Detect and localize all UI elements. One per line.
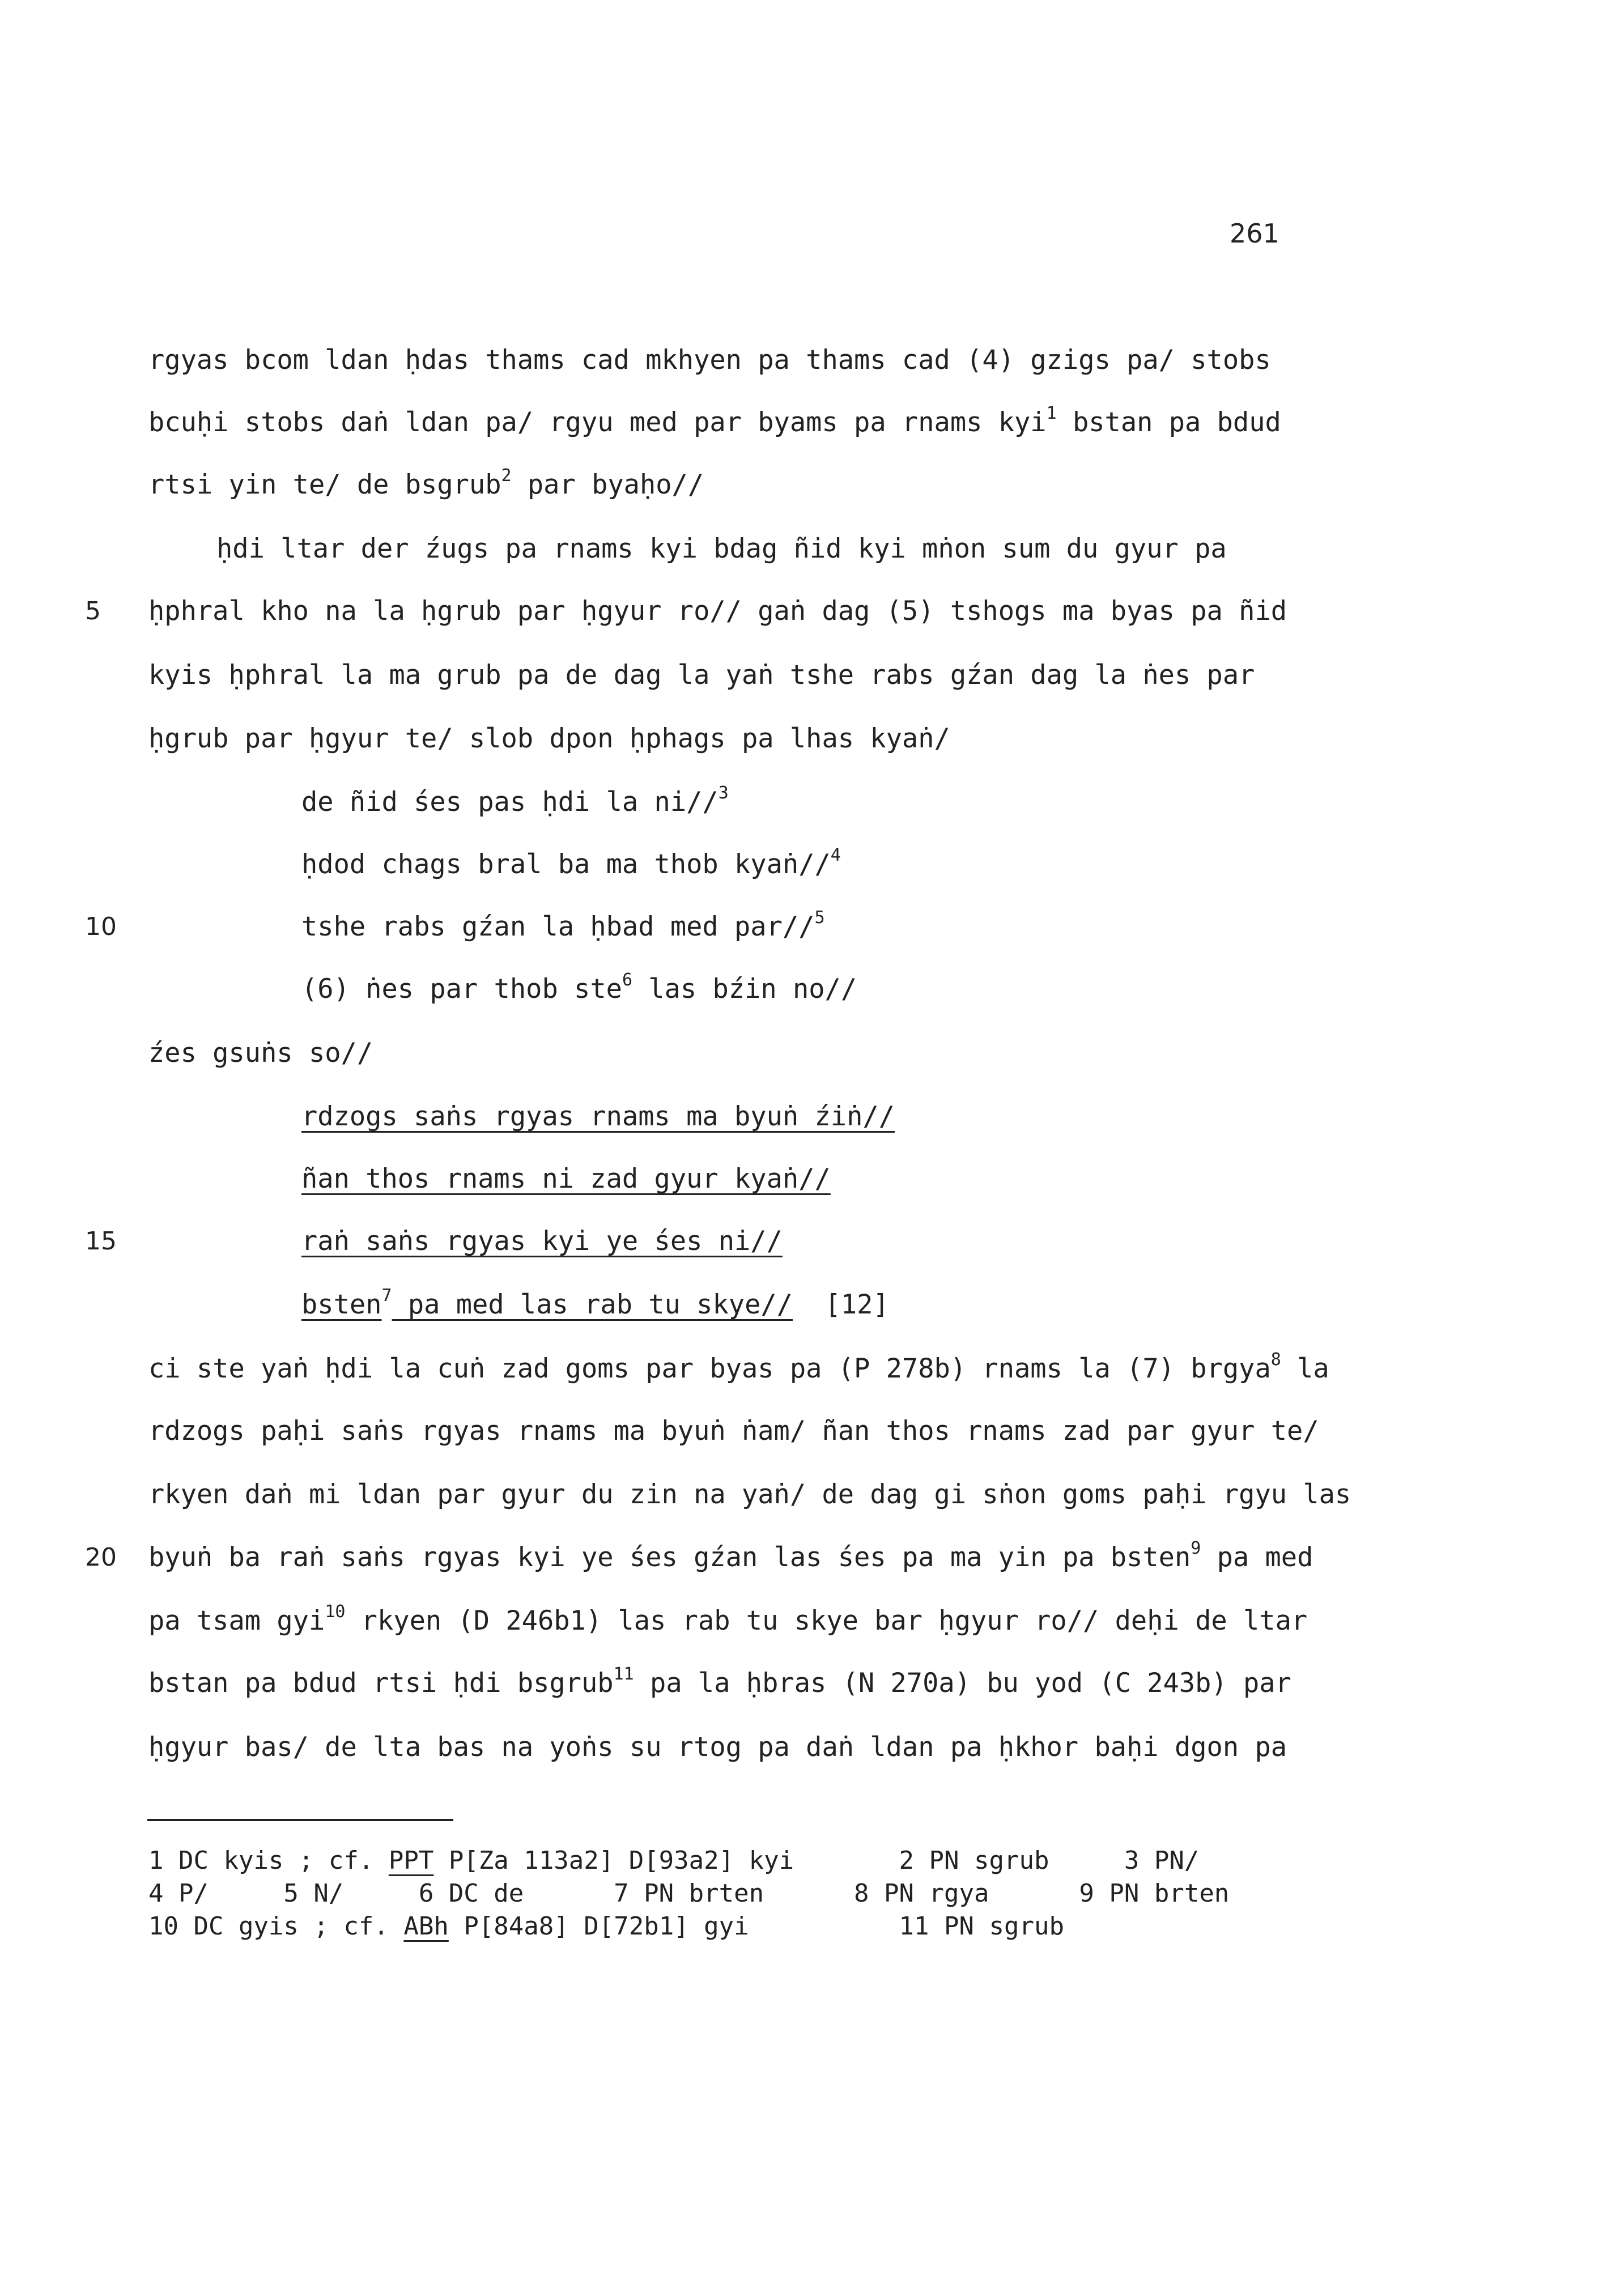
text-line-6: kyis ḥphral la ma grub pa de dag la yaṅ tshe rabs gźan dag la ṅes par <box>148 660 1255 691</box>
text-line-2: bcuḥi stobs daṅ ldan pa/ rgyu med par byams pa rnams kyi$^1$ bstan pa bdud <box>148 403 1281 438</box>
footnote-row-3: 10 DC gyis ; cf. ABh P[84a8] D[72b1] gyi 11 PN sgrub <box>148 1912 1064 1941</box>
text-line-19: rdzogs paḥi saṅs rgyas rnams ma byuṅ ṅam/ ñan thos rnams zad par gyur te/ <box>148 1415 1319 1447</box>
text-line-23: bstan pa bdud rtsi ḥdi bsgrub$^{11}$ pa la ḥbras (N 270a) bu yod (C 243b) par <box>148 1664 1291 1699</box>
footnote-ref: 10 <box>325 1602 346 1622</box>
text-line-18: ci ste yaṅ ḥdi la cuṅ zad goms par byas pa (P 278b) rnams la (7) brgya$^8$ la <box>148 1350 1329 1384</box>
footnote-ref: 4 <box>830 845 841 865</box>
underlined-verse-2: ñan thos rnams ni zad gyur kyaṅ// <box>301 1163 831 1194</box>
footnote-divider <box>147 1819 453 1821</box>
footnote-ref: 1 <box>1046 403 1057 423</box>
line-number: 15 <box>85 1227 117 1256</box>
line-number: 5 <box>85 597 101 626</box>
verse-reference: [12] <box>824 1289 889 1320</box>
footnote-ref: 5 <box>814 908 825 928</box>
text-line-13: źes gsuṅs so// <box>148 1038 373 1069</box>
text-line-7: ḥgrub par ḥgyur te/ slob dpon ḥphags pa lhas kyaṅ/ <box>148 723 950 754</box>
footnote-row-1: 1 DC kyis ; cf. PPT P[Za 113a2] D[93a2] kyi 2 PN sgrub 3 PN/ <box>148 1846 1200 1875</box>
footnote-ref: 11 <box>613 1664 634 1684</box>
footnote-ref: 8 <box>1270 1350 1281 1370</box>
text-line-3: rtsi yin te/ de bsgrub$^2$ par byaḥo// <box>148 466 704 500</box>
footnote-ref: 3 <box>718 783 729 803</box>
text-line-1: rgyas bcom ldan ḥdas thams cad mkhyen pa thams cad (4) gzigs pa/ stobs <box>148 345 1271 376</box>
text-line-5: ḥphral kho na la ḥgrub par ḥgyur ro// gaṅ dag (5) tshogs ma byas pa ñid <box>148 596 1287 627</box>
line-number: 20 <box>85 1543 117 1572</box>
verse-line-4: (6) ṅes par thob ste$^6$ las bźin no// <box>301 970 857 1005</box>
verse-line-3: tshe rabs gźan la ḥbad med par//$^5$ <box>301 908 825 942</box>
verse-line-1: de ñid śes pas ḥdi la ni//$^3$ <box>301 783 729 818</box>
underlined-verse-3: raṅ saṅs rgyas kyi ye śes ni// <box>301 1226 783 1257</box>
abbreviation: PPT <box>388 1846 434 1875</box>
footnote-ref: 2 <box>501 466 512 486</box>
text-line-4: ḥdi ltar der źugs pa rnams kyi bdag ñid kyi mṅon sum du gyur pa <box>216 533 1227 564</box>
text-line-24: ḥgyur bas/ de lta bas na yoṅs su rtog pa daṅ ldan pa ḥkhor baḥi dgon pa <box>148 1732 1287 1763</box>
footnote-ref: 9 <box>1191 1538 1201 1558</box>
footnote-row-2: 4 P/ 5 N/ 6 DC de 7 PN brten 8 PN rgya 9 PN brten <box>148 1879 1230 1908</box>
footnote-ref: 6 <box>622 970 632 990</box>
text-line-22: pa tsam gyi$^{10}$ rkyen (D 246b1) las rab tu skye bar ḥgyur ro// deḥi de ltar <box>148 1602 1308 1636</box>
underlined-verse-1: rdzogs saṅs rgyas rnams ma byuṅ źiṅ// <box>301 1101 895 1132</box>
line-number: 10 <box>85 912 117 941</box>
text-line-20: rkyen daṅ mi ldan par gyur du zin na yaṅ/ de dag gi sṅon goms paḥi rgyu las <box>148 1479 1351 1510</box>
abbreviation: ABh <box>403 1912 449 1941</box>
page-number: 261 <box>1230 218 1279 249</box>
text-line-21: byuṅ ba raṅ saṅs rgyas kyi ye śes gźan las śes pa ma yin pa bsten$^9$ pa med <box>148 1538 1313 1573</box>
underlined-verse-4: bsten$^7$ pa med las rab tu skye// [12] <box>301 1286 889 1320</box>
footnote-ref: 7 <box>381 1286 392 1306</box>
verse-line-2: ḥdod chags bral ba ma thob kyaṅ//$^4$ <box>301 845 841 880</box>
